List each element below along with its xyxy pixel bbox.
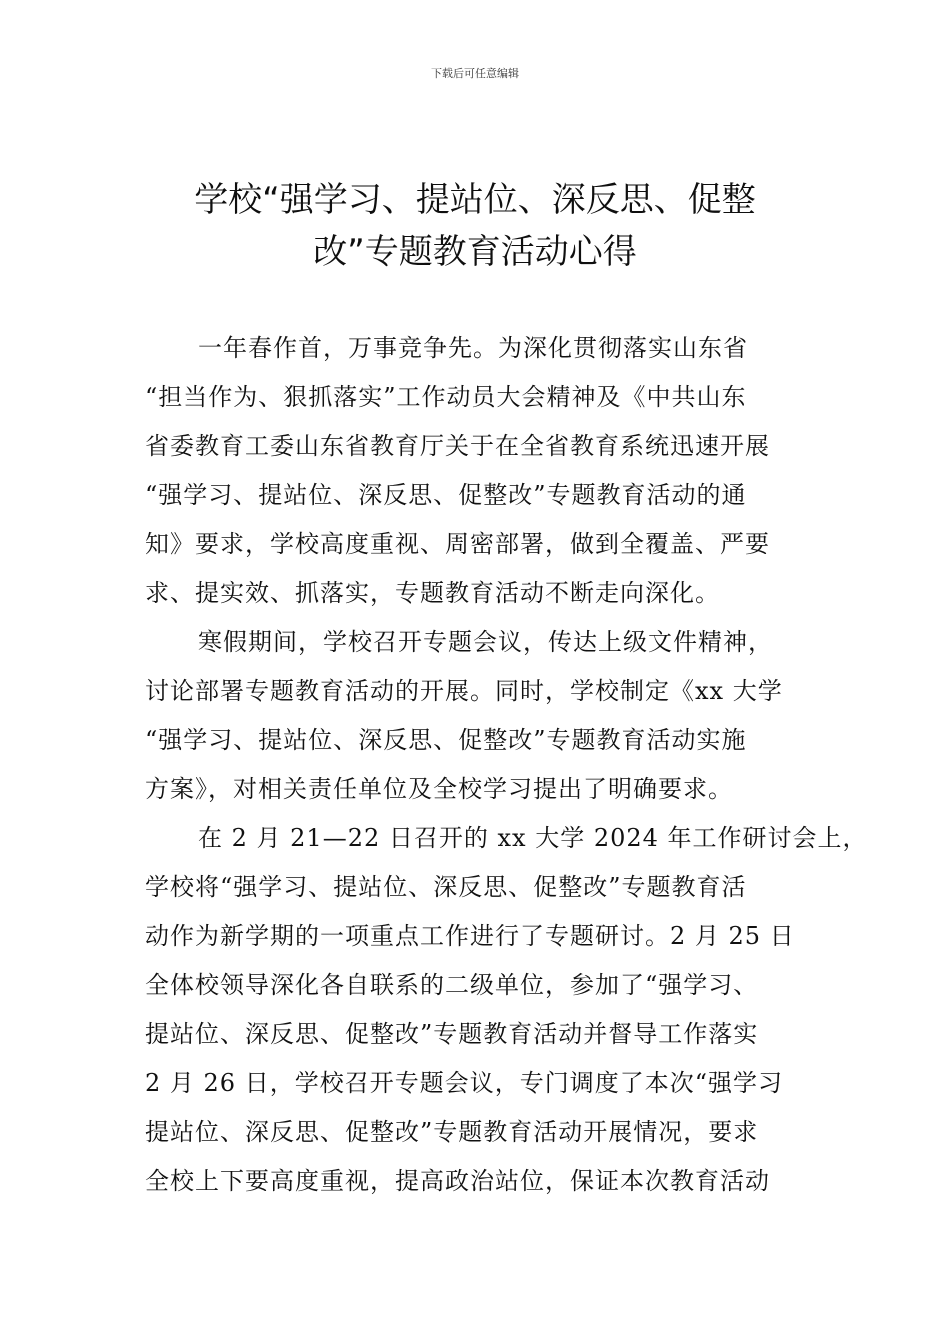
paragraph-line: 一年春作首，万事竞争先。为深化贯彻落实山东省 [198, 334, 748, 362]
paragraph-line: 全体校领导深化各自联系的二级单位，参加了“强学习、 [145, 971, 759, 999]
paragraph-line: 在 2 月 21—22 日召开的 xx 大学 2024 年工作研讨会上， [198, 824, 868, 852]
paragraph-line: 方案》，对相关责任单位及全校学习提出了明确要求。 [145, 775, 733, 803]
paragraph-line: 提站位、深反思、促整改”专题教育活动并督导工作落实 [145, 1020, 759, 1048]
paragraph-line: 学校将“强学习、提站位、深反思、促整改”专题教育活 [145, 873, 747, 901]
paragraph-line: 寒假期间，学校召开专题会议，传达上级文件精神， [198, 628, 773, 656]
document-body [145, 324, 868, 1206]
paragraph-line: 省委教育工委山东省教育厅关于在全省教育系统迅速开展 [145, 432, 770, 460]
paragraph-line: 讨论部署专题教育活动的开展。同时，学校制定《xx 大学 [145, 677, 783, 705]
paragraph-line: “担当作为、狠抓落实”工作动员大会精神及《中共山东 [145, 383, 747, 411]
document-title [120, 174, 830, 278]
paragraph-line: 动作为新学期的一项重点工作进行了专题研讨。2 月 25 日 [145, 922, 795, 950]
paragraph-line: “强学习、提站位、深反思、促整改”专题教育活动的通 [145, 481, 747, 509]
page-header-note: 下载后可任意编辑 [431, 67, 519, 80]
paragraph-line: 知》要求，学校高度重视、周密部署，做到全覆盖、严要 [145, 530, 770, 558]
paragraph-line: 全校上下要高度重视，提高政治站位，保证本次教育活动 [145, 1167, 770, 1195]
paragraph-3 [145, 814, 868, 1206]
paragraph-line: “强学习、提站位、深反思、促整改”专题教育活动实施 [145, 726, 747, 754]
title-line-1: 学校“强学习、提站位、深反思、促整 [194, 180, 756, 220]
paragraph-2 [145, 618, 805, 814]
paragraph-line: 求、提实效、抓落实，专题教育活动不断走向深化。 [145, 579, 720, 607]
paragraph-1 [145, 324, 805, 618]
paragraph-line: 2 月 26 日，学校召开专题会议，专门调度了本次“强学习 [145, 1069, 783, 1097]
title-line-2: 改”专题教育活动心得 [313, 232, 637, 272]
paragraph-line: 提站位、深反思、促整改”专题教育活动开展情况，要求 [145, 1118, 759, 1146]
